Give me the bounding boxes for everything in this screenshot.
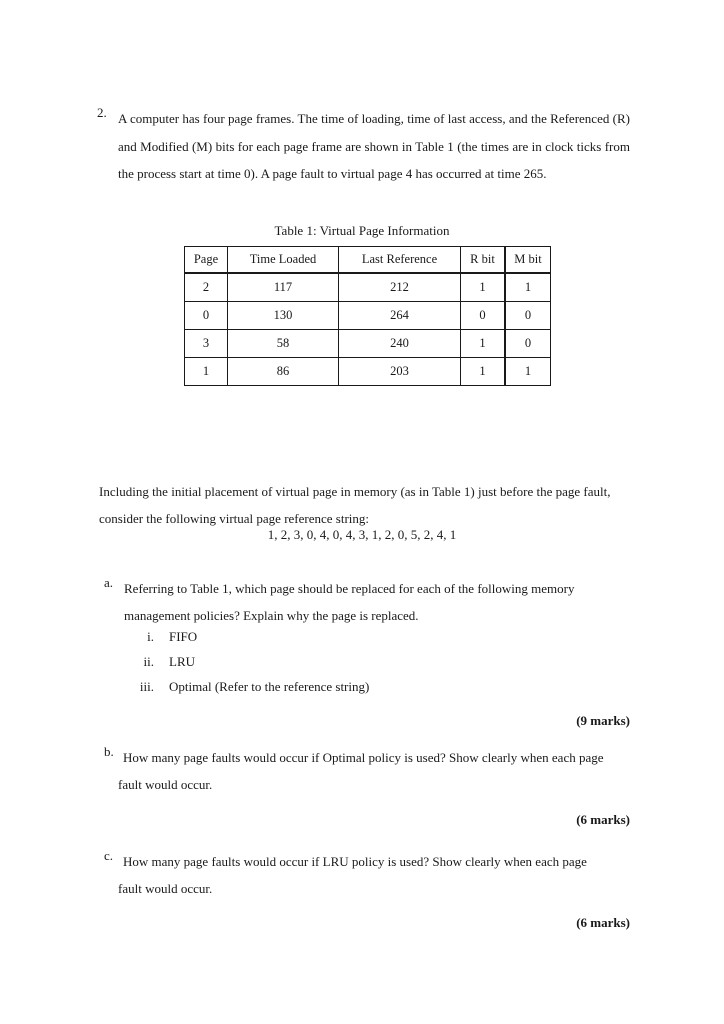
cell-time-loaded: 130 xyxy=(228,302,339,330)
policy-number: ii. xyxy=(143,654,154,669)
table-caption: Table 1: Virtual Page Information xyxy=(274,223,450,238)
header-page: Page xyxy=(185,247,228,274)
cell-page: 3 xyxy=(185,330,228,358)
part-c-marks: (6 marks) xyxy=(576,915,630,930)
header-time-loaded: Time Loaded xyxy=(228,247,339,274)
part-c-text: How many page faults would occur if LRU policy is used? Show clearly when each page fault would occur. xyxy=(118,854,587,896)
table-row xyxy=(185,273,551,302)
policy-lru: LRU xyxy=(169,654,195,669)
table-header-row xyxy=(185,247,551,274)
reference-string-intro: Including the initial placement of virtual page in memory (as in Table 1) just before the page fault, consider the following virtual page reference string: xyxy=(99,484,611,526)
cell-r-bit: 0 xyxy=(461,302,506,330)
reference-string: 1, 2, 3, 0, 4, 0, 4, 3, 1, 2, 0, 5, 2, 4, 1 xyxy=(267,527,457,542)
cell-time-loaded: 58 xyxy=(228,330,339,358)
cell-time-loaded: 86 xyxy=(228,358,339,386)
cell-m-bit: 0 xyxy=(505,302,551,330)
part-b-label: b. xyxy=(104,744,114,759)
cell-page: 2 xyxy=(185,273,228,302)
virtual-page-table xyxy=(184,246,551,386)
cell-page: 1 xyxy=(185,358,228,386)
table-row xyxy=(185,302,551,330)
cell-time-loaded: 117 xyxy=(228,273,339,302)
policy-optimal: Optimal (Refer to the reference string) xyxy=(169,679,370,694)
cell-r-bit: 1 xyxy=(461,273,506,302)
cell-last-reference: 212 xyxy=(339,273,461,302)
header-last-reference: Last Reference xyxy=(339,247,461,274)
cell-m-bit: 1 xyxy=(505,358,551,386)
cell-r-bit: 1 xyxy=(461,330,506,358)
part-a-label: a. xyxy=(104,575,114,590)
cell-last-reference: 240 xyxy=(339,330,461,358)
cell-m-bit: 0 xyxy=(505,330,551,358)
policy-fifo: FIFO xyxy=(169,629,198,644)
question-number: 2. xyxy=(97,105,107,120)
part-b-marks: (6 marks) xyxy=(576,812,630,827)
question-intro: A computer has four page frames. The time of loading, time of last access, and the Referenced (R) and Modified (M) bits for each page frame are shown in Table 1 (the times are in clock ticks from the process start at time 0). A page fault to virtual page 4 has occurred at time 265. xyxy=(118,111,630,181)
cell-page: 0 xyxy=(185,302,228,330)
cell-r-bit: 1 xyxy=(461,358,506,386)
cell-last-reference: 203 xyxy=(339,358,461,386)
header-r-bit: R bit xyxy=(461,247,506,274)
header-m-bit: M bit xyxy=(505,247,551,274)
part-a-text: Referring to Table 1, which page should be replaced for each of the following memory management policies? Explain why the page is replaced. xyxy=(124,581,575,623)
part-a-marks: (9 marks) xyxy=(576,713,630,728)
cell-m-bit: 1 xyxy=(505,273,551,302)
policy-number: iii. xyxy=(139,679,154,694)
policy-number: i. xyxy=(147,629,154,644)
part-c-label: c. xyxy=(104,848,114,863)
part-b-text: How many page faults would occur if Optimal policy is used? Show clearly when each page fault would occur. xyxy=(118,750,604,792)
table-row xyxy=(185,358,551,386)
cell-last-reference: 264 xyxy=(339,302,461,330)
table-row xyxy=(185,330,551,358)
